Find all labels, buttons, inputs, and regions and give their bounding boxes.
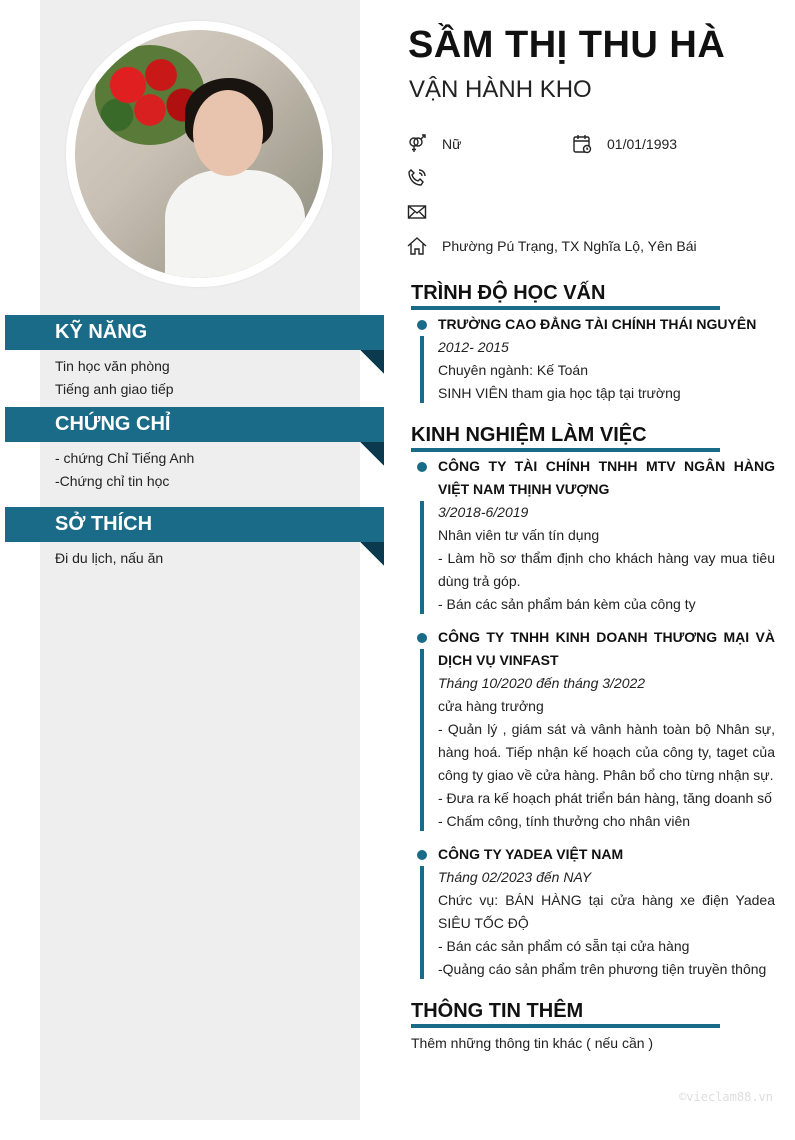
entry-line: Nhân viên tư vấn tín dụng: [438, 527, 600, 543]
hobby-item: Đi du lịch, nấu ăn: [55, 550, 164, 566]
certs-heading: CHỨNG CHỈ: [5, 407, 384, 442]
skills-heading: KỸ NĂNG: [5, 315, 384, 350]
entry-line: - Quản lý , giám sát và vânh hành toàn bộ Nhân sự, hàng hoá. Tiếp nhận kế hoạch của công ty, taget của công ty giao về cửa hàng. Phân bổ cho từng nhận sự.: [438, 721, 775, 783]
experience-heading: KINH NGHIỆM LÀM VIỆC: [411, 422, 720, 452]
education-entry: [411, 313, 775, 405]
entry-date: Tháng 10/2020 đến tháng 3/2022: [438, 675, 646, 691]
entry-line: - Đưa ra kế hoạch phát triển bán hàng, tăng doanh số: [438, 790, 772, 806]
email-row: [407, 202, 442, 222]
entry-line: -Quảng cáo sản phẩm trên phương tiện truyền thông: [438, 961, 767, 977]
photo-face: [193, 90, 263, 176]
extra-section: [411, 998, 720, 1055]
timeline-dot: [417, 633, 427, 643]
profile-photo: [75, 30, 323, 278]
gender-value: Nữ: [442, 136, 462, 152]
hobbies-fold: [360, 542, 384, 566]
gender-row: [407, 134, 461, 154]
experience-section: [411, 422, 775, 981]
skill-item: Tiếng anh giao tiếp: [55, 381, 174, 397]
entry-line: Chuyên ngành: Kế Toán: [438, 362, 588, 378]
hobbies-list: [55, 547, 163, 570]
skills-list: [55, 355, 174, 401]
skill-item: Tin học văn phòng: [55, 358, 170, 374]
hobbies-heading: SỞ THÍCH: [5, 507, 384, 542]
timeline-dot: [417, 850, 427, 860]
timeline-line: [420, 866, 424, 979]
education-heading: TRÌNH ĐỘ HỌC VẤN: [411, 280, 720, 310]
certs-fold: [360, 442, 384, 466]
entry-line: cửa hàng trưởng: [438, 698, 544, 714]
entry-line: - Làm hồ sơ thẩm định cho khách hàng vay mua tiêu dùng trả góp.: [438, 550, 775, 589]
timeline-line: [420, 649, 424, 831]
phone-icon: [407, 168, 427, 188]
entry-title: TRƯỜNG CAO ĐẲNG TÀI CHÍNH THÁI NGUYÊN: [438, 316, 757, 332]
timeline-dot: [417, 320, 427, 330]
timeline-line: [420, 336, 424, 403]
phone-row: [407, 168, 442, 188]
experience-entry: [411, 843, 775, 981]
address-value: Phường Pú Trạng, TX Nghĩa Lộ, Yên Bái: [442, 238, 697, 254]
photo-shirt: [165, 170, 305, 278]
entry-line: - Chấm công, tính thưởng cho nhân viên: [438, 813, 691, 829]
birthday-row: [572, 134, 677, 154]
birthday-value: 01/01/1993: [607, 136, 678, 152]
extra-text: Thêm những thông tin khác ( nếu cần ): [411, 1035, 654, 1051]
cert-item: - chứng Chỉ Tiếng Anh: [55, 450, 195, 466]
experience-entry: [411, 626, 775, 833]
timeline-dot: [417, 462, 427, 472]
skills-fold: [360, 350, 384, 374]
watermark: ©vieclam88.vn: [679, 1090, 773, 1104]
education-section: [411, 280, 757, 405]
entry-date: Tháng 02/2023 đến NAY: [438, 869, 592, 885]
entry-line: Chức vụ: BÁN HÀNG tại cửa hàng xe điện Yadea SIÊU TỐC ĐỘ: [438, 892, 775, 931]
timeline-line: [420, 501, 424, 614]
cert-item: -Chứng chỉ tin học: [55, 473, 170, 489]
entry-line: SINH VIÊN tham gia học tập tại trường: [438, 385, 681, 401]
candidate-role: VẬN HÀNH KHO: [409, 76, 592, 103]
entry-date: 2012- 2015: [438, 339, 509, 355]
candidate-name: SẦM THỊ THU HÀ: [408, 24, 726, 66]
experience-entry: [411, 455, 775, 616]
extra-heading: THÔNG TIN THÊM: [411, 998, 720, 1028]
gender-icon: [407, 134, 427, 154]
entry-title: CÔNG TY YADEA VIỆT NAM: [438, 846, 624, 862]
entry-date: 3/2018-6/2019: [438, 504, 529, 520]
certs-list: [55, 447, 194, 493]
calendar-icon: [572, 134, 592, 154]
entry-title: CÔNG TY TNHH KINH DOANH THƯƠNG MẠI VÀ DỊCH VỤ VINFAST: [438, 629, 775, 668]
address-row: [407, 236, 697, 256]
email-icon: [407, 202, 427, 222]
entry-line: - Bán các sản phẩm có sẵn tại cửa hàng: [438, 938, 690, 954]
entry-title: CÔNG TY TÀI CHÍNH TNHH MTV NGÂN HÀNG VIỆT NAM THỊNH VƯỢNG: [438, 458, 775, 497]
entry-line: - Bán các sản phẩm bán kèm của công ty: [438, 596, 696, 612]
avatar: [66, 21, 332, 287]
home-icon: [407, 236, 427, 256]
